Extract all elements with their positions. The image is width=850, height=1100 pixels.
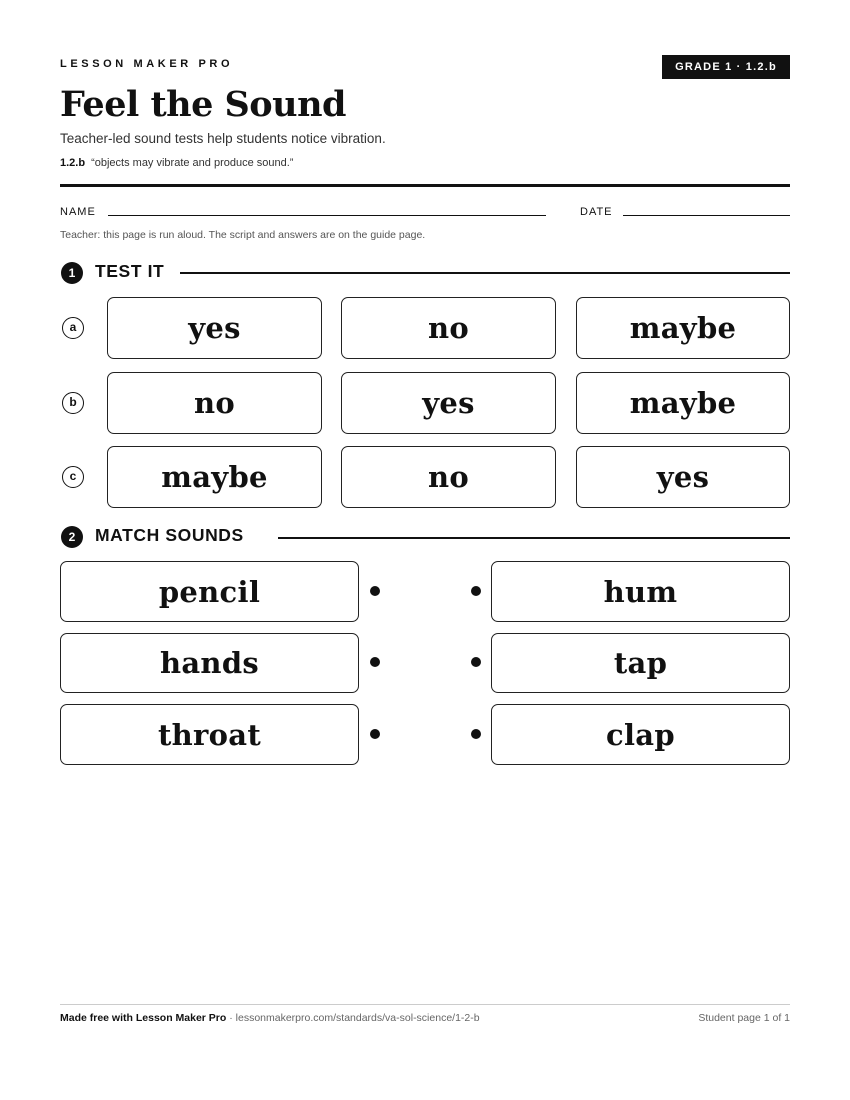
section-1-rule bbox=[180, 272, 790, 274]
footer-page-number: Student page 1 of 1 bbox=[698, 1012, 790, 1024]
option-card[interactable]: no bbox=[341, 446, 556, 508]
section-1-title: TEST IT bbox=[95, 261, 165, 281]
section-1-number: 1 bbox=[61, 262, 83, 284]
header-divider bbox=[60, 184, 790, 187]
section-2-rule bbox=[278, 537, 790, 539]
option-card[interactable]: maybe bbox=[107, 446, 322, 508]
name-label: NAME bbox=[60, 206, 96, 218]
match-left-dot[interactable] bbox=[370, 729, 380, 739]
footer-made-with: Made free with Lesson Maker Pro bbox=[60, 1012, 227, 1024]
match-right-dot[interactable] bbox=[471, 586, 481, 596]
row-b-letter: b bbox=[62, 392, 84, 414]
standard-line bbox=[60, 157, 293, 169]
match-right-card[interactable]: tap bbox=[491, 633, 790, 693]
option-card[interactable]: maybe bbox=[576, 372, 790, 434]
option-card[interactable]: no bbox=[107, 372, 322, 434]
section-2-number: 2 bbox=[61, 526, 83, 548]
option-card[interactable]: maybe bbox=[576, 297, 790, 359]
match-left-card[interactable]: hands bbox=[60, 633, 359, 693]
name-field-line[interactable] bbox=[108, 215, 546, 216]
option-card[interactable]: yes bbox=[576, 446, 790, 508]
page-title: Feel the Sound bbox=[60, 84, 347, 125]
match-left-card[interactable]: throat bbox=[60, 704, 359, 765]
match-left-card[interactable]: pencil bbox=[60, 561, 359, 622]
footer-url[interactable]: lessonmakerpro.com/standards/va-sol-science/1-2-b bbox=[235, 1012, 480, 1024]
option-card[interactable]: no bbox=[341, 297, 556, 359]
row-a-letter: a bbox=[62, 317, 84, 339]
option-card[interactable]: yes bbox=[341, 372, 556, 434]
match-right-dot[interactable] bbox=[471, 657, 481, 667]
match-right-card[interactable]: clap bbox=[491, 704, 790, 765]
section-2-title: MATCH SOUNDS bbox=[95, 525, 244, 545]
brand-name: LESSON MAKER PRO bbox=[60, 58, 234, 70]
standard-quote: “objects may vibrate and produce sound.” bbox=[91, 157, 294, 169]
footer-divider bbox=[60, 1004, 790, 1005]
row-c-letter: c bbox=[62, 466, 84, 488]
page-subtitle: Teacher-led sound tests help students notice vibration. bbox=[60, 131, 386, 146]
footer-credit bbox=[60, 1012, 480, 1024]
standard-code: 1.2.b bbox=[60, 157, 86, 169]
match-right-dot[interactable] bbox=[471, 729, 481, 739]
date-label: DATE bbox=[580, 206, 613, 218]
date-field-line[interactable] bbox=[623, 215, 790, 216]
match-left-dot[interactable] bbox=[370, 657, 380, 667]
grade-badge: GRADE 1 · 1.2.b bbox=[662, 55, 790, 79]
match-right-card[interactable]: hum bbox=[491, 561, 790, 622]
footer-separator: · bbox=[226, 1012, 236, 1024]
match-left-dot[interactable] bbox=[370, 586, 380, 596]
option-card[interactable]: yes bbox=[107, 297, 322, 359]
teacher-note: Teacher: this page is run aloud. The script and answers are on the guide page. bbox=[60, 229, 426, 241]
